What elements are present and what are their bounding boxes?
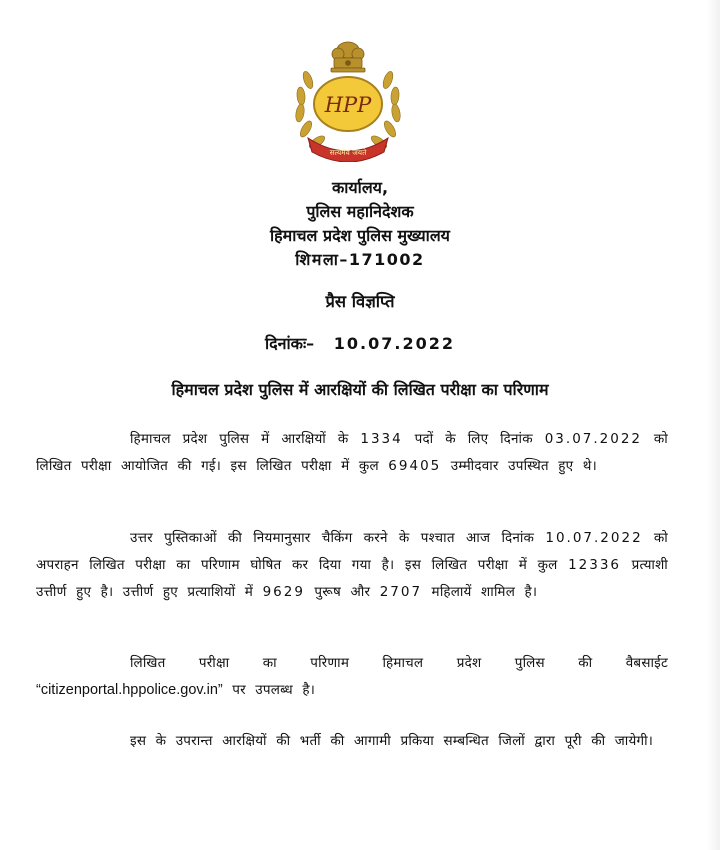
paragraph-4: इस के उपरान्त आरक्षियों की भर्ती की आगामी प्रकिया सम्बन्धित जिलों द्वारा पूरी की जायेगी। (130, 733, 654, 749)
hp-police-logo (286, 36, 410, 162)
notice-type: प्रैस विज्ञप्ति (325, 292, 395, 311)
page-edge (706, 0, 720, 850)
paragraph-1: हिमाचल प्रदेश पुलिस में आरक्षियों के 1334 पदों के लिए दिनांक 03.07.2022 को लिखित परीक्षा आयोजित की गई। इस लिखित परीक्षा में कुल 69405 उम्मीदवार उपस्थित हुए थे। (36, 431, 668, 474)
logo-emblem-text: HPP (324, 93, 372, 117)
date-value: 10.07.2022 (333, 334, 455, 353)
paragraph-3: लिखित परीक्षा का परिणाम हिमाचल प्रदेश पुलिस की वैबसाईट “citizenportal.hppolice.gov.in” पर उपलब्ध है। (36, 655, 668, 698)
date-line (0, 332, 720, 356)
office-line-4: शिमला–171002 (295, 250, 425, 269)
logo-motto-text: सत्यमेव जयते (329, 148, 367, 157)
page-heading: हिमाचल प्रदेश पुलिस में आरक्षियों की लिखित परीक्षा का परिणाम (171, 380, 549, 399)
office-line-3: हिमाचल प्रदेश पुलिस मुख्यालय (270, 226, 450, 245)
date-label: दिनांकः– (265, 334, 315, 353)
website-url: “citizenportal.hppolice.gov.in” (36, 682, 223, 698)
office-line-1: कार्यालय, (331, 178, 389, 197)
paragraph-2: उत्तर पुस्तिकाओं की नियमानुसार चैकिंग करने के पश्चात आज दिनांक 10.07.2022 को अपराहन लिखित परीक्षा का परिणाम घोषित कर दिया गया है। इस लिखित परीक्षा में कुल 12336 प्रत्याशी उत्तीर्ण हुए है। उत्तीर्ण हुए प्रत्याशियों में 9629 पुरूष और 2707 महिलायें शामिल है। (36, 530, 668, 600)
lion-capital-icon (331, 42, 365, 72)
office-line-2: पुलिस महानिदेशक (306, 202, 414, 221)
